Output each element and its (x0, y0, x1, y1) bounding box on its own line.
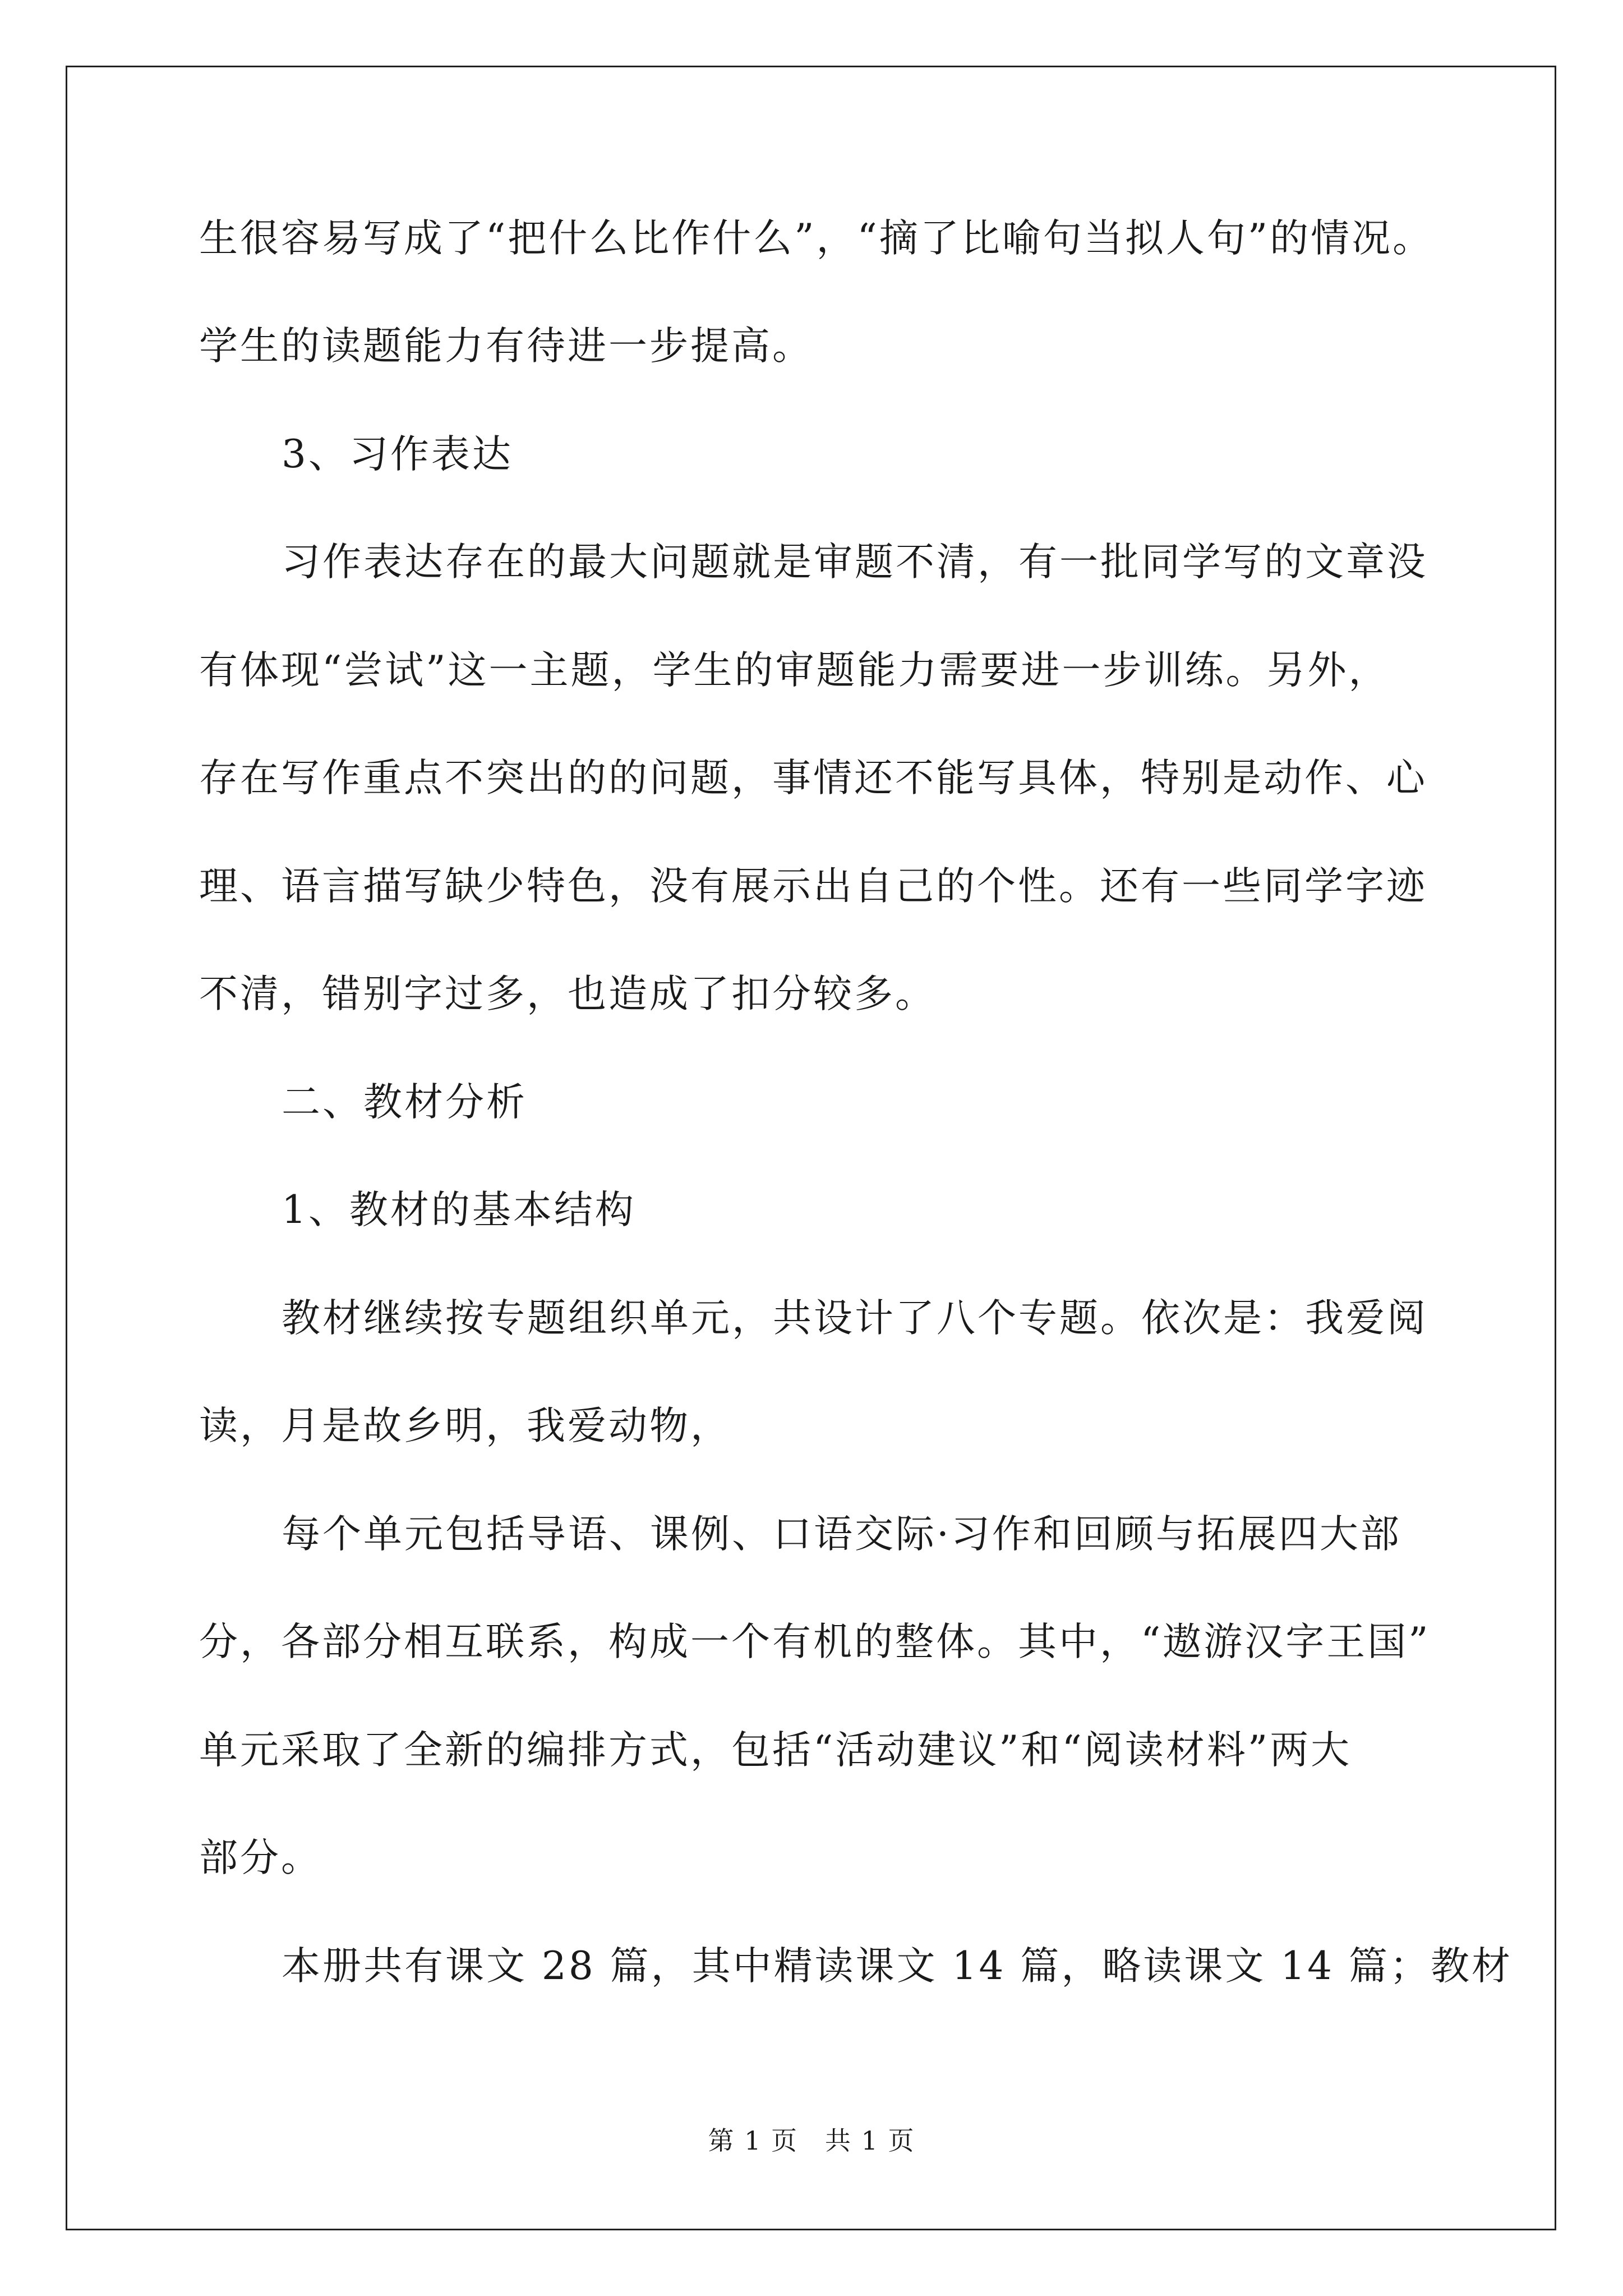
section-heading: 1、教材的基本结构 (282, 1188, 636, 1232)
text-line: 理、语言描写缺少特色，没有展示出自己的个性。还有一些同学字迹 (199, 864, 1427, 909)
text-line: 不清，错别字过多，也造成了扣分较多。 (199, 972, 936, 1016)
page-footer: 第 1 页 共 1 页 (708, 2125, 915, 2156)
text-line: 读，月是故乡明，我爱动物， (199, 1404, 731, 1448)
section-heading: 二、教材分析 (282, 1080, 527, 1125)
paragraph-start: 教材继续按专题组织单元，共设计了八个专题。依次是：我爱阅 (282, 1296, 1428, 1341)
section-heading: 3、习作表达 (282, 432, 513, 477)
text-line: 单元采取了全新的编排方式，包括“活动建议”和“阅读材料”两大 (199, 1728, 1352, 1773)
page-border (66, 66, 1556, 2230)
paragraph-start: 习作表达存在的最大问题就是审题不清，有一批同学写的文章没 (282, 540, 1428, 585)
text-line: 部分。 (199, 1835, 322, 1880)
text-line: 分，各部分相互联系，构成一个有机的整体。其中，“遨游汉字王国” (199, 1619, 1431, 1664)
text-line: 存在写作重点不突出的的问题，事情还不能写具体，特别是动作、心 (199, 756, 1427, 800)
text-line: 生很容易写成了“把什么比作什么”，“摘了比喻句当拟人句”的情况。 (199, 216, 1434, 261)
text-line: 学生的读题能力有待进一步提高。 (199, 324, 813, 369)
paragraph-start: 每个单元包括导语、课例、口语交际·习作和回顾与拓展四大部 (282, 1512, 1401, 1557)
text-line: 有体现“尝试”这一主题，学生的审题能力需要进一步训练。另外， (199, 648, 1390, 693)
paragraph-start: 本册共有课文 28 篇，其中精读课文 14 篇，略读课文 14 篇；教材 (282, 1944, 1513, 1989)
